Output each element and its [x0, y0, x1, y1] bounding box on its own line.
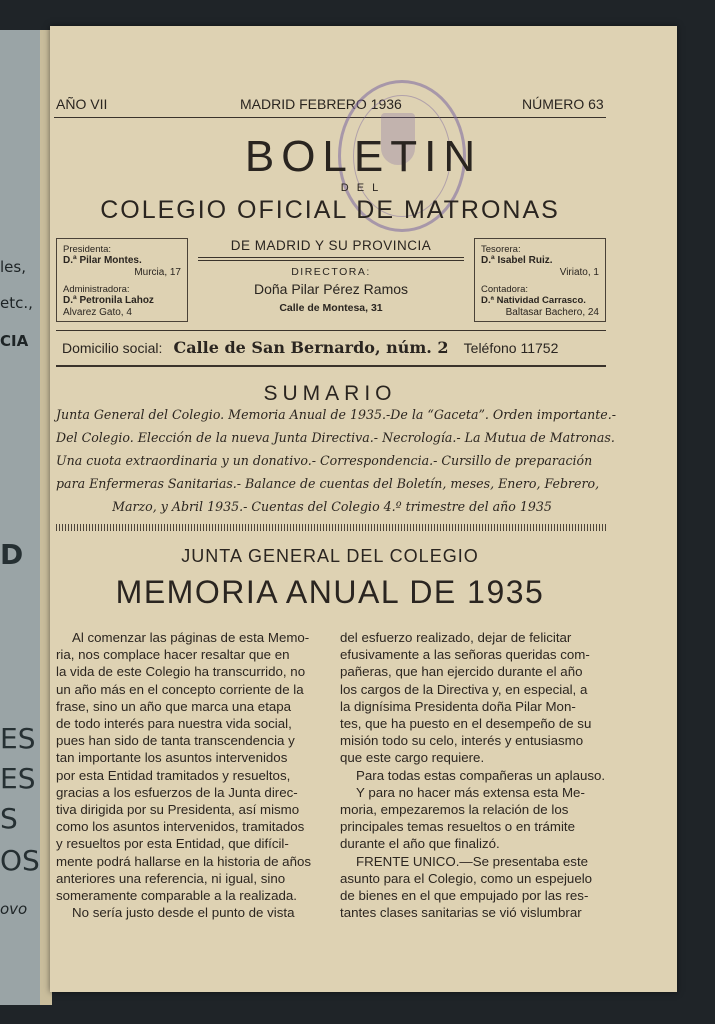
text-line: de bienes en el que empujado por las res- [340, 888, 589, 904]
address-top-rule [56, 330, 606, 331]
text-line: No sería justo desde el punto de vista [72, 905, 295, 921]
text-line: ria, nos complace hacer resaltar que en [56, 647, 290, 663]
text-line: Al comenzar las páginas de esta Memo- [72, 630, 310, 645]
role-contadora: Contadora: [481, 284, 529, 295]
region-rule-1 [198, 257, 464, 258]
text-line: mente podrá hallarse en la historia de años [56, 853, 312, 869]
sumario-line: Junta General del Colegio. Memoria Anual de 1935.-De la “Gaceta”. Orden importante.- [56, 407, 616, 422]
header-rule [54, 117, 606, 118]
spine-text-2: etc., [0, 294, 33, 312]
name-presidenta: D.ª Pilar Montes. [63, 255, 142, 266]
masthead-region: DE MADRID Y SU PROVINCIA [230, 238, 432, 253]
text-line: un año más en el concepto corriente de la [56, 681, 304, 697]
decorative-divider [56, 524, 606, 531]
addr-contadora: Baltasar Bachero, 24 [505, 307, 599, 318]
text-line: que este cargo requiere. [340, 750, 485, 766]
addr-tesorera: Viriato, 1 [559, 267, 599, 278]
spine-letter-3: ES [0, 762, 36, 795]
text-line: como los asuntos intervenidos, tramitados [56, 819, 305, 835]
spine-letter-1: D [0, 538, 24, 571]
masthead-title: BOLETIN [244, 132, 483, 181]
text-line: pañeras, que han ejercido durante el año [340, 664, 583, 680]
name-tesorera: D.ª Isabel Ruiz. [481, 255, 553, 266]
sumario-line: Marzo, y Abril 1935.- Cuentas del Colegio 4.º trimestre del año 1935 [112, 499, 552, 514]
text-line: FRENTE UNICO.—Se presentaba este [356, 853, 589, 869]
text-line: tiva dirigida por su Presidenta, así mismo [56, 802, 300, 818]
text-line: por esta Entidad tramitados y resueltos, [56, 767, 291, 783]
text-line: del esfuerzo realizado, dejar de felicitar [340, 630, 572, 645]
text-line: Para todas estas compañeras un aplauso. [356, 767, 606, 783]
text-line: moria, empezaremos la relación de los [340, 802, 569, 818]
address-line [62, 338, 607, 357]
address-bottom-rule [56, 365, 606, 367]
article-column-1 [56, 629, 324, 921]
director-address: Calle de Montesa, 31 [279, 302, 383, 314]
role-administradora: Administradora: [63, 284, 130, 295]
text-line: principales temas resueltos o en trámite [340, 819, 576, 835]
text-line: asunto para el Colegio, como un espejuelo [340, 870, 593, 886]
role-tesorera: Tesorera: [481, 244, 521, 255]
text-line: los cargos de la Directiva y, en especial, a [340, 681, 588, 697]
text-line: tantes clases sanitarias se vió vislumbrar [340, 905, 582, 921]
officers-right-box [474, 238, 606, 322]
text-line: la vida de este Colegio ha transcurrido, no [56, 664, 306, 680]
addr-administradora: Alvarez Gato, 4 [63, 307, 132, 318]
text-line: y resueltos por esta Entidad, que difícil- [56, 836, 289, 852]
sumario-line: Del Colegio. Elección de la nueva Junta Directiva.- Necrología.- La Mutua de Matronas. [56, 430, 615, 445]
text-line: de todo interés para nuestra vida social, [56, 716, 292, 732]
role-presidenta: Presidenta: [63, 244, 112, 255]
sumario-title: SUMARIO [263, 382, 397, 405]
spine-text-3: CIA [0, 332, 29, 350]
text-line: gracias a los esfuerzos de la Junta direc- [56, 784, 298, 800]
region-rule-2 [198, 260, 464, 261]
text-line: efusivamente a las señoras queridas com- [340, 647, 590, 663]
article-kicker: JUNTA GENERAL DEL COLEGIO [181, 546, 479, 566]
spine-letter-5: OS [0, 844, 40, 877]
issue-year: AÑO VII [56, 96, 108, 112]
spine-letter-2: ES [0, 722, 36, 755]
text-line: pues han sido de tanta transcendencia y [56, 733, 295, 749]
name-contadora: D.ª Natividad Carrasco. [481, 295, 586, 306]
text-line: someramente comparable a la realizada. [56, 888, 297, 904]
text-line: durante el año que finalizó. [340, 836, 500, 852]
text-line: misión todo su celo, interés y entusiasmo [340, 733, 584, 749]
sumario-list [56, 407, 616, 522]
officers-left-box [56, 238, 188, 322]
article-headline: MEMORIA ANUAL DE 1935 [115, 574, 545, 610]
address-phone: Teléfono 11752 [463, 340, 559, 356]
text-line: la dignísima Presidenta doña Pilar Mon- [340, 698, 576, 714]
address-street: Calle de San Bernardo, núm. 2 [173, 338, 449, 357]
text-line: tan importante los asuntos intervenidos [56, 750, 288, 766]
sumario-line: Una cuota extraordinaria y un donativo.- Correspondencia.- Cursillo de preparación [56, 453, 593, 468]
masthead-subtitle: COLEGIO OFICIAL DE MATRONAS [100, 196, 560, 224]
newspaper-page [50, 26, 677, 992]
text-line: frase, sino un año que marca una etapa [56, 698, 292, 714]
issue-date: MADRID FEBRERO 1936 [240, 96, 402, 112]
masthead-del: DEL [340, 182, 387, 194]
name-administradora: D.ª Petronila Lahoz [63, 295, 154, 306]
spine-letter-4: S [0, 802, 18, 835]
spine-text-4: ovo [0, 900, 28, 918]
spine-text-1: les, [0, 258, 26, 276]
director-name: Doña Pilar Pérez Ramos [253, 281, 409, 297]
issue-number: NÚMERO 63 [522, 96, 604, 112]
text-line: Y para no hacer más extensa esta Me- [356, 784, 585, 800]
sumario-line: para Enfermeras Sanitarias.- Balance de cuentas del Boletín, meses, Enero, Febrero, [56, 476, 600, 491]
text-line: tes, que ha puesto en el desempeño de su [340, 716, 592, 732]
article-column-2 [340, 629, 606, 921]
address-label: Domicilio social: [62, 340, 163, 356]
director-role: DIRECTORA: [291, 266, 371, 278]
text-line: anteriores una referencia, ni igual, sino [56, 870, 286, 886]
addr-presidenta: Murcia, 17 [134, 267, 181, 278]
